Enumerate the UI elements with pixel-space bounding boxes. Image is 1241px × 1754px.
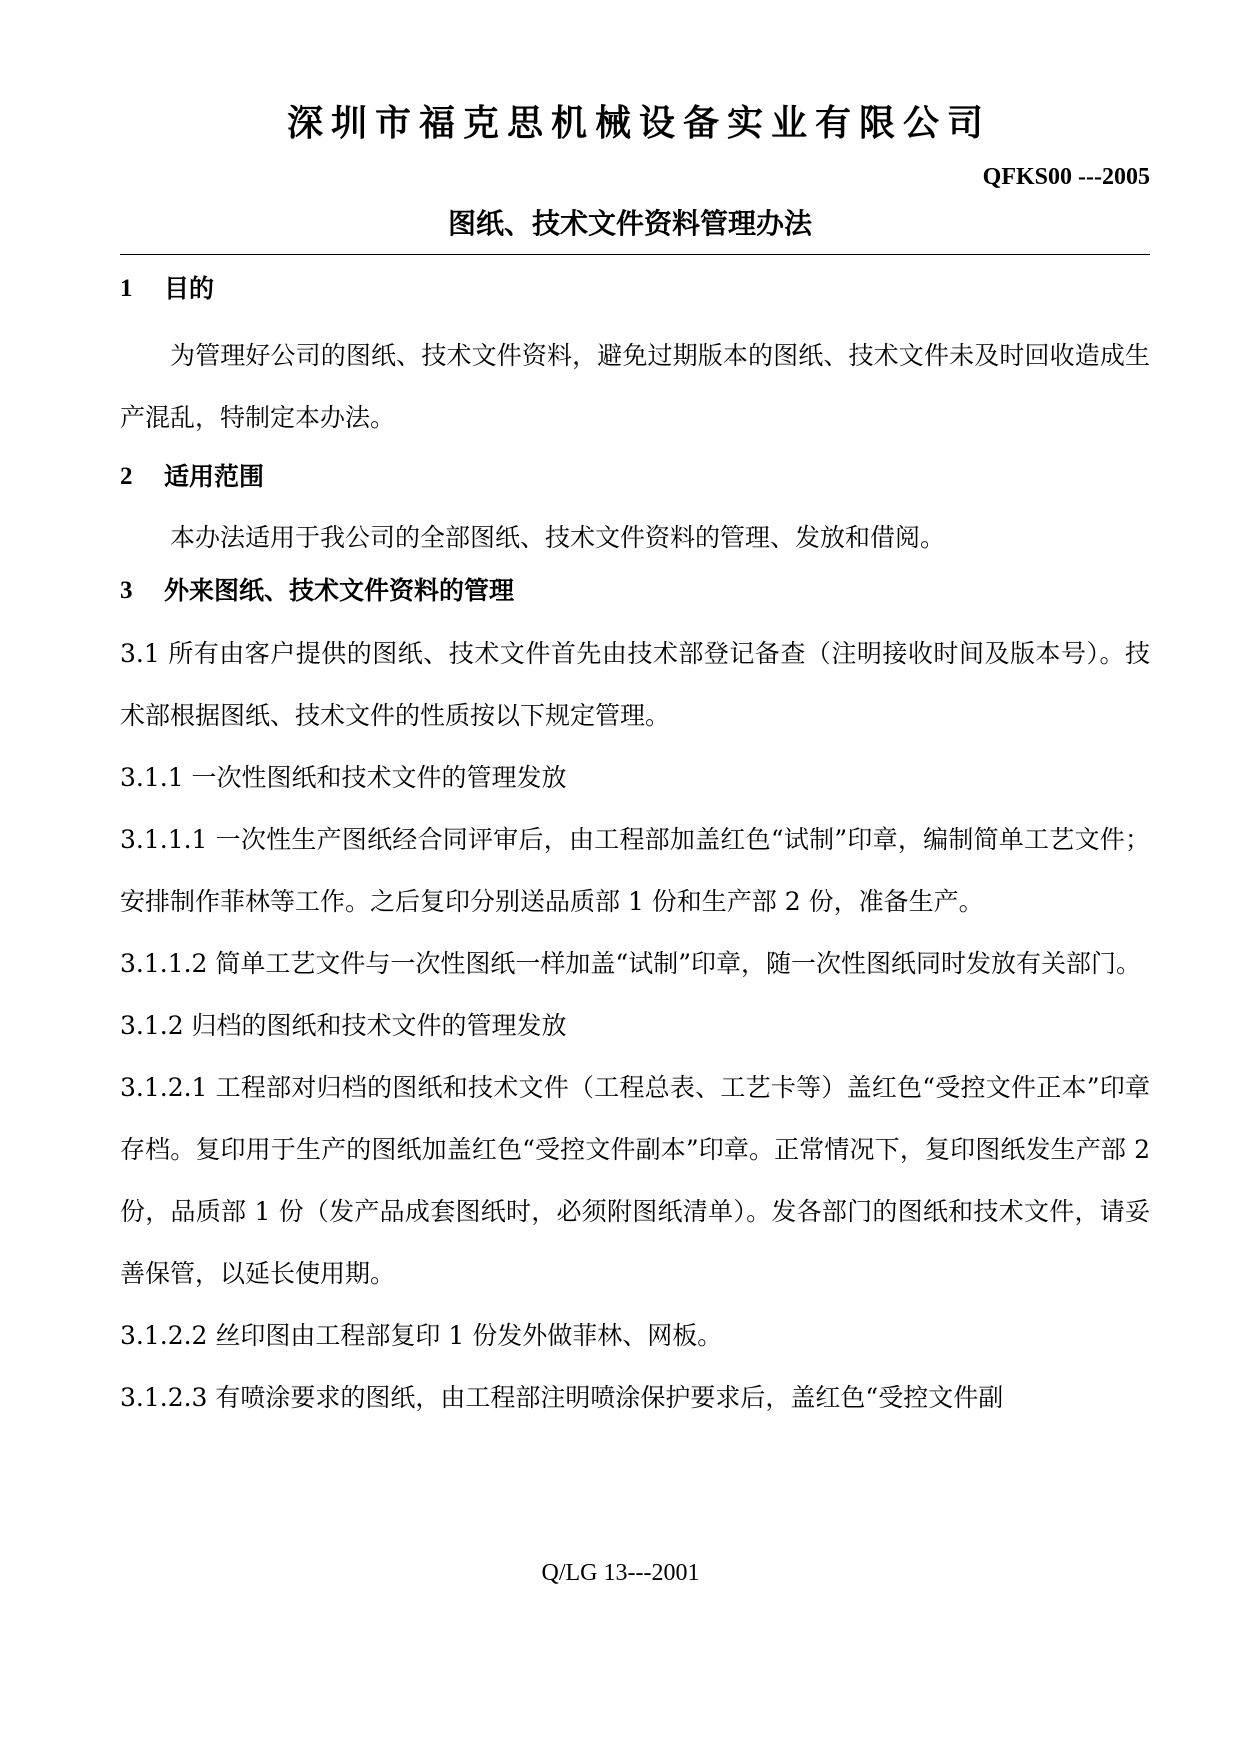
section-title: 外来图纸、技术文件资料的管理 <box>164 576 515 605</box>
section-number: 3 <box>120 577 133 604</box>
section-title: 适用范围 <box>164 462 265 491</box>
section-heading-external-docs <box>120 571 1150 611</box>
page-footer-code: Q/LG 13---2001 <box>541 1560 700 1586</box>
document-title: 图纸、技术文件资料管理办法 <box>447 207 812 240</box>
document-code: QFKS00 ---2005 <box>982 164 1150 190</box>
clause-3-1-2: 3.1.2 归档的图纸和技术文件的管理发放 <box>120 1011 567 1040</box>
clause-3-1: 3.1 所有由客户提供的图纸、技术文件首先由技术部登记备查（注明接收时间及版本号）。技术部根据图纸、技术文件的性质按以下规定管理。 <box>120 639 1150 730</box>
clause-3-1-2-3: 3.1.2.3 有喷涂要求的图纸，由工程部注明喷涂保护要求后，盖红色“受控文件副 <box>120 1383 1004 1412</box>
document-page <box>120 96 1150 1429</box>
section-heading-scope <box>120 457 1150 497</box>
company-name: 深圳市福克思机械设备实业有限公司 <box>286 103 991 144</box>
clause-3-1-2-1: 3.1.2.1 工程部对归档的图纸和技术文件（工程总表、工艺卡等）盖红色“受控文件正本”印章存档。复印用于生产的图纸加盖红色“受控文件副本”印章。正常情况下，复印图纸发生产部 2 份，品质部 1 份（发产品成套图纸时，必须附图纸清单）。发各部门的图纸和技术文件，请妥善保管，以延长使用期。 <box>120 1073 1150 1288</box>
scope-paragraph: 本办法适用于我公司的全部图纸、技术文件资料的管理、发放和借阅。 <box>170 523 946 552</box>
section-number: 1 <box>120 275 133 302</box>
purpose-paragraph: 为管理好公司的图纸、技术文件资料，避免过期版本的图纸、技术文件未及时回收造成生产混乱，特制定本办法。 <box>120 341 1150 432</box>
clause-3-1-1-2: 3.1.1.2 简单工艺文件与一次性图纸一样加盖“试制”印章，随一次性图纸同时发放有关部门。 <box>120 949 1141 978</box>
section-number: 2 <box>120 463 133 490</box>
clause-3-1-1-1: 3.1.1.1 一次性生产图纸经合同评审后，由工程部加盖红色“试制”印章，编制简单工艺文件；安排制作菲林等工作。之后复印分别送品质部 1 份和生产部 2 份，准备生产。 <box>120 825 1150 916</box>
section-title: 目的 <box>164 274 215 303</box>
clause-3-1-2-2: 3.1.2.2 丝印图由工程部复印 1 份发外做菲林、网板。 <box>120 1321 723 1350</box>
clause-3-1-1: 3.1.1 一次性图纸和技术文件的管理发放 <box>120 763 567 792</box>
section-heading-purpose <box>120 269 1150 309</box>
